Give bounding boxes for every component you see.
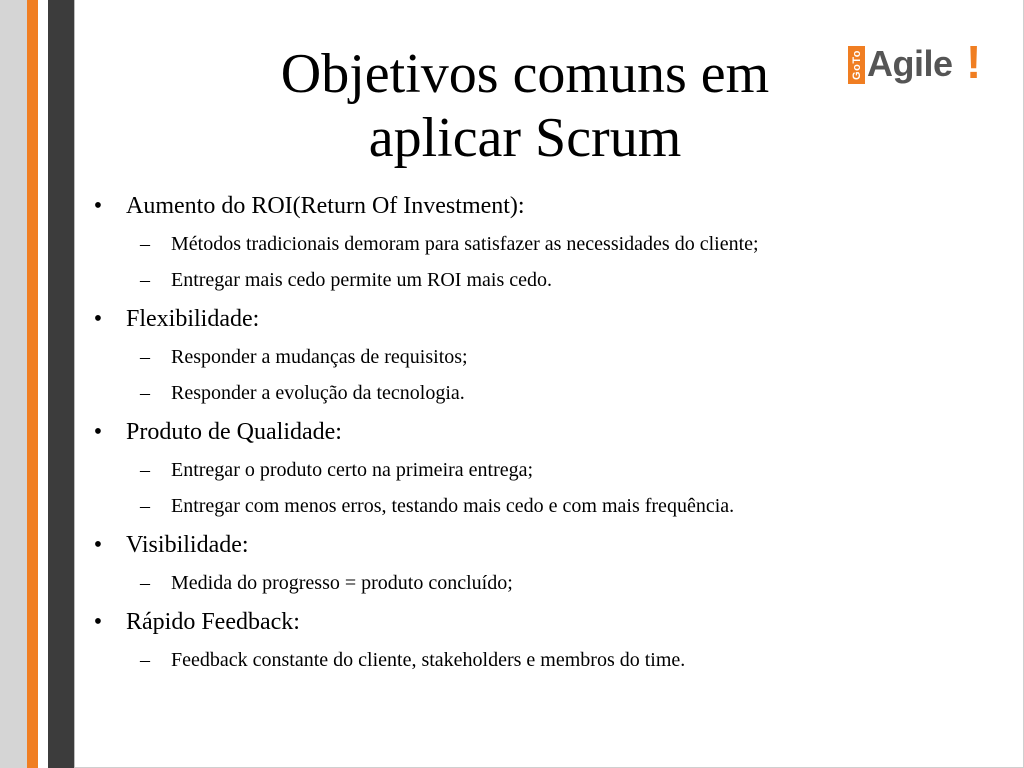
sub-bullet-item	[126, 375, 988, 411]
slide-title	[170, 42, 880, 170]
left-gray-stripe	[0, 0, 27, 768]
sub-bullet-list	[126, 452, 988, 524]
bullet-text: Rápido Feedback:	[126, 609, 300, 635]
bullet-item	[88, 302, 988, 411]
sub-bullet-item	[126, 488, 988, 524]
title-line-1: Objetivos comuns em	[280, 43, 770, 105]
bullet-item	[88, 415, 988, 524]
sub-bullet-list	[126, 226, 988, 298]
bullet-item	[88, 189, 988, 298]
sub-bullet-marker: –	[140, 233, 150, 255]
left-white-gap	[38, 0, 48, 768]
sub-bullet-text: Responder a evolução da tecnologia.	[171, 382, 465, 404]
bullet-text: Visibilidade:	[126, 532, 249, 558]
left-dark-stripe	[48, 0, 74, 768]
sub-bullet-marker: –	[140, 346, 150, 368]
sub-bullet-marker: –	[140, 269, 150, 291]
sub-bullet-text: Entregar com menos erros, testando mais cedo e com mais frequência.	[171, 495, 735, 517]
sub-bullet-item	[126, 226, 988, 262]
bullet-list	[88, 187, 988, 682]
goto-agile-logo	[848, 36, 988, 92]
bullet-marker: •	[93, 532, 103, 558]
bullet-text: Produto de Qualidade:	[126, 419, 342, 445]
logo-exclamation: !	[966, 36, 982, 88]
left-orange-stripe	[27, 0, 38, 768]
sub-bullet-text: Entregar o produto certo na primeira entrega;	[171, 459, 534, 481]
title-line-2: aplicar Scrum	[368, 107, 682, 169]
sub-bullet-list	[126, 565, 988, 601]
bullet-marker: •	[93, 419, 103, 445]
sub-bullet-item	[126, 339, 988, 375]
sub-bullet-marker: –	[140, 382, 150, 404]
bullet-item	[88, 528, 988, 601]
sub-bullet-text: Métodos tradicionais demoram para satisfazer as necessidades do cliente;	[171, 233, 759, 255]
bullet-marker: •	[93, 609, 103, 635]
bullet-marker: •	[93, 306, 103, 332]
logo-agile-text: Agile	[867, 43, 953, 84]
sub-bullet-text: Entregar mais cedo permite um ROI mais cedo.	[171, 269, 552, 291]
sub-bullet-marker: –	[140, 495, 150, 517]
bullet-text: Aumento do ROI(Return Of Investment):	[126, 193, 525, 219]
sub-bullet-marker: –	[140, 572, 150, 594]
sub-bullet-item	[126, 642, 988, 678]
bullet-marker: •	[93, 193, 103, 219]
sub-bullet-text: Responder a mudanças de requisitos;	[171, 346, 468, 368]
sub-bullet-marker: –	[140, 459, 150, 481]
bullet-item	[88, 605, 988, 678]
sub-bullet-text: Feedback constante do cliente, stakeholders e membros do time.	[171, 649, 686, 671]
sub-bullet-marker: –	[140, 649, 150, 671]
bullet-text: Flexibilidade:	[126, 306, 260, 332]
sub-bullet-item	[126, 565, 988, 601]
sub-bullet-text: Medida do progresso = produto concluído;	[171, 572, 513, 594]
sub-bullet-list	[126, 339, 988, 411]
logo-goto-tag	[848, 46, 865, 84]
sub-bullet-item	[126, 452, 988, 488]
logo-goto-text: GoTo	[850, 50, 863, 80]
sub-bullet-list	[126, 642, 988, 678]
sub-bullet-item	[126, 262, 988, 298]
